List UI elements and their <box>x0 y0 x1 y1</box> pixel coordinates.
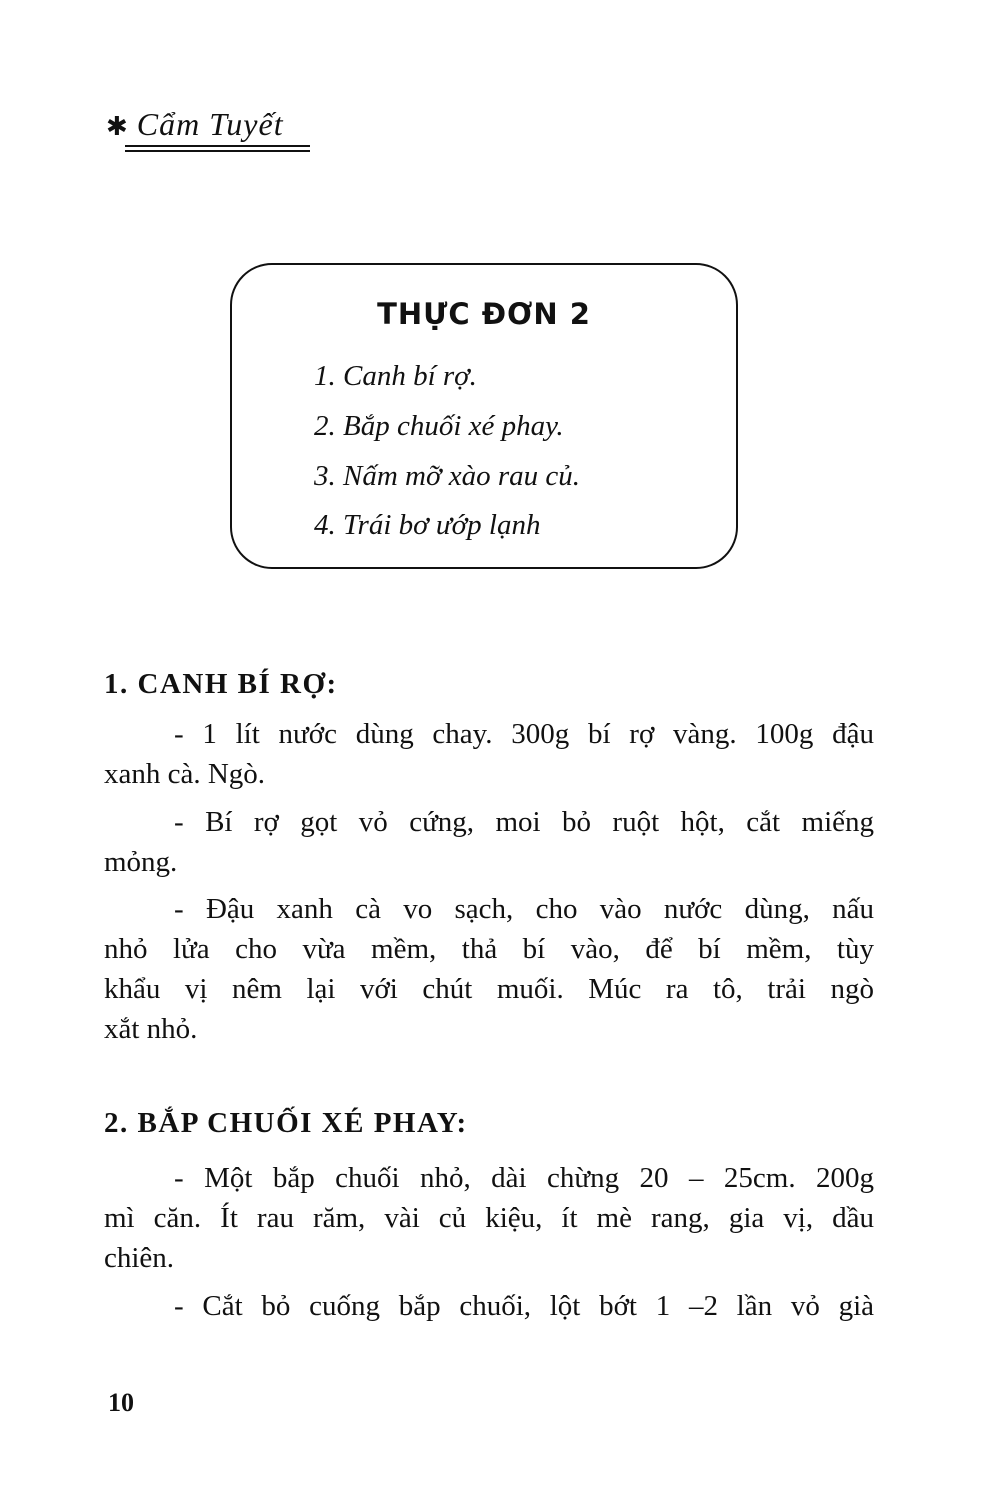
text-line: - Cắt bỏ cuống bắp chuối, lột bớt 1 –2 lần vỏ già <box>174 1290 874 1322</box>
text-line: khẩu vị nêm lại với chút muối. Múc ra tô, trải ngò <box>104 973 874 1005</box>
paragraph <box>104 714 874 794</box>
menu-item: 1. Canh bí rợ. <box>314 360 477 392</box>
text-line: xắt nhỏ. <box>104 1013 198 1045</box>
paragraph <box>104 1158 874 1278</box>
section-heading: 2. BẮP CHUỐI XÉ PHAY: <box>104 1107 468 1139</box>
running-header-author <box>106 106 284 143</box>
menu-item: 4. Trái bơ ướp lạnh <box>314 509 541 541</box>
text-line: mì căn. Ít rau răm, vài củ kiệu, ít mè rang, gia vị, dầu <box>104 1202 874 1234</box>
menu-item: 2. Bắp chuối xé phay. <box>314 410 564 442</box>
paragraph <box>104 889 874 1049</box>
author-name: Cẩm Tuyết <box>136 106 284 142</box>
menu-item: 3. Nấm mỡ xào rau củ. <box>314 460 580 492</box>
text-line: chiên. <box>104 1242 175 1274</box>
paragraph <box>104 1286 874 1326</box>
text-line: mỏng. <box>104 846 178 878</box>
paragraph <box>104 802 874 882</box>
menu-title: THỰC ĐƠN 2 <box>377 297 591 331</box>
header-rule <box>125 145 310 147</box>
text-line: nhỏ lửa cho vừa mềm, thả bí vào, để bí mềm, tùy <box>104 933 874 965</box>
star-icon: ✱ <box>106 112 129 141</box>
text-line: - Một bắp chuối nhỏ, dài chừng 20 – 25cm. 200g <box>174 1162 874 1194</box>
menu-box <box>230 263 738 569</box>
text-line: - Đậu xanh cà vo sạch, cho vào nước dùng, nấu <box>174 893 874 925</box>
text-line: - 1 lít nước dùng chay. 300g bí rợ vàng. 100g đậu <box>174 718 874 750</box>
section-heading: 1. CANH BÍ RỢ: <box>104 668 338 700</box>
page-number: 10 <box>108 1388 134 1417</box>
text-line: - Bí rợ gọt vỏ cứng, moi bỏ ruột hột, cắt miếng <box>174 806 874 838</box>
text-line: xanh cà. Ngò. <box>104 758 266 790</box>
header-rule <box>125 150 310 152</box>
